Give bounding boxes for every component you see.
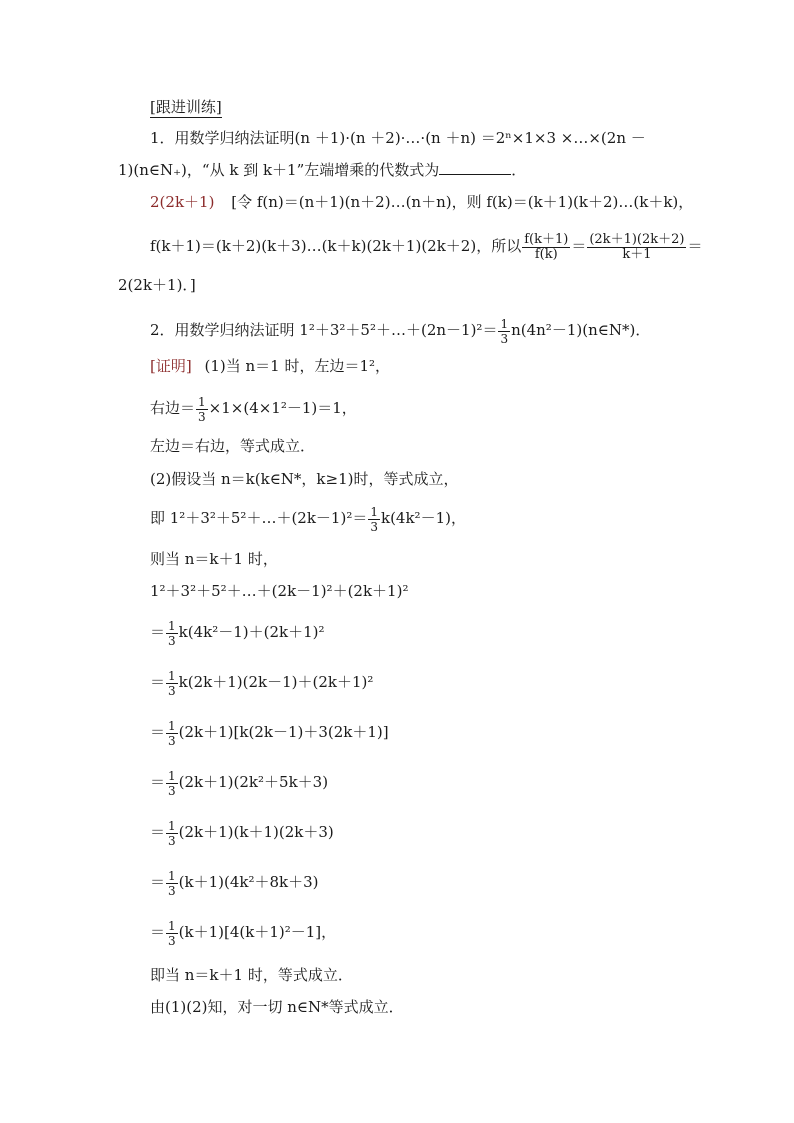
- fraction-one-third: $\frac{1}{3}$: [500, 316, 509, 346]
- derivation-step-4: ＝ $\frac{1}{3}$ (2k＋1)(2k²＋5k＋3): [150, 768, 329, 798]
- fraction-fk1-over-fk: $\frac{f(k+1)}{f(k)}$: [524, 231, 569, 262]
- fraction-one-third: $\frac{1}{3}$: [168, 768, 176, 798]
- proof-line4: (2)假设当 n＝k(k∈N*，k≥1)时，等式成立，: [150, 470, 459, 488]
- q2-statement: 2．用数学归纳法证明 1²＋3²＋5²＋…＋(2n－1)²＝ $\frac{1}{3}$ n(4n²－1)(n∈N*)．: [150, 316, 651, 346]
- proof-line1: [证明] (1)当 n＝1 时，左边＝1²，: [150, 357, 391, 375]
- q1-solution-line2-text: f(k＋1)＝(k＋2)(k＋3)…(k＋k)(2k＋1)(2k＋2)，所以: [150, 237, 522, 255]
- q1-line2-end: ．: [511, 161, 527, 179]
- fraction-one-third: $\frac{1}{3}$: [168, 868, 176, 898]
- proof-tag: [证明]: [150, 357, 192, 375]
- fraction-one-third: $\frac{1}{3}$: [168, 668, 176, 698]
- derivation-step-5: ＝ $\frac{1}{3}$ (2k＋1)(k＋1)(2k＋3): [150, 818, 334, 848]
- section-tag: [跟进训练]: [150, 98, 222, 116]
- derivation-step-7: ＝ $\frac{1}{3}$ (k＋1)[4(k＋1)²－1]，: [150, 918, 337, 948]
- q1-line1: 1．用数学归纳法证明(n ＋1)·(n ＋2)·…·(n ＋n) ＝2ⁿ×1×3 ×…×(2n －: [150, 129, 646, 147]
- q1-line2-text: 1)(n∈N₊)，“从 k 到 k＋1”左端增乘的代数式为: [118, 161, 440, 179]
- proof-conclusion-2: 由(1)(2)知，对一切 n∈N*等式成立．: [150, 998, 404, 1016]
- derivation-step-2: ＝ $\frac{1}{3}$ k(2k＋1)(2k－1)＋(2k＋1)²: [150, 668, 374, 698]
- fraction-one-third: $\frac{1}{3}$: [168, 818, 176, 848]
- q1-solution-line2: f(k＋1)＝(k＋2)(k＋3)…(k＋k)(2k＋1)(2k＋2)，所以 $\frac{f(k+1)}{f(k)}$ ＝ $\frac{(2k+1)(2k+2)}{k+1}$ ＝: [150, 231, 703, 262]
- fraction-one-third: $\frac{1}{3}$: [168, 918, 176, 948]
- fraction-one-third: $\frac{1}{3}$: [198, 394, 206, 424]
- q1-line2: [118, 160, 526, 179]
- fraction-one-third: $\frac{1}{3}$: [168, 718, 176, 748]
- fraction-one-third: $\frac{1}{3}$: [168, 618, 176, 648]
- q1-solution-line3: 2(2k＋1)．]: [118, 276, 196, 294]
- proof-line2: 右边＝ $\frac{1}{3}$ ×1×(4×1²－1)＝1，: [150, 394, 357, 424]
- proof-line7: 1²＋3²＋5²＋…＋(2k－1)²＋(2k＋1)²: [150, 582, 409, 600]
- q1-answer: 2(2k＋1): [150, 193, 215, 211]
- fraction-one-third: $\frac{1}{3}$: [370, 504, 378, 534]
- proof-line6: 则当 n＝k＋1 时，: [150, 550, 278, 568]
- derivation-step-1: ＝ $\frac{1}{3}$ k(4k²－1)＋(2k＋1)²: [150, 618, 325, 648]
- q1-solution-text: [令 f(n)＝(n＋1)(n＋2)…(n＋n)，则 f(k)＝(k＋1)(k＋2)…(k＋k)，: [231, 193, 694, 211]
- fraction-expanded: $\frac{(2k+1)(2k+2)}{k+1}$: [589, 231, 685, 262]
- answer-blank: [439, 160, 511, 175]
- proof-line3: 左边＝右边，等式成立．: [150, 437, 316, 455]
- proof-conclusion-1: 即当 n＝k＋1 时，等式成立．: [150, 966, 353, 984]
- derivation-step-6: ＝ $\frac{1}{3}$ (k＋1)(4k²＋8k＋3): [150, 868, 319, 898]
- q1-solution-line1: [150, 193, 693, 211]
- proof-line5: 即 1²＋3²＋5²＋…＋(2k－1)²＝ $\frac{1}{3}$ k(4k²－1)，: [150, 504, 466, 534]
- derivation-step-3: ＝ $\frac{1}{3}$ (2k＋1)[k(2k－1)＋3(2k＋1)]: [150, 718, 389, 748]
